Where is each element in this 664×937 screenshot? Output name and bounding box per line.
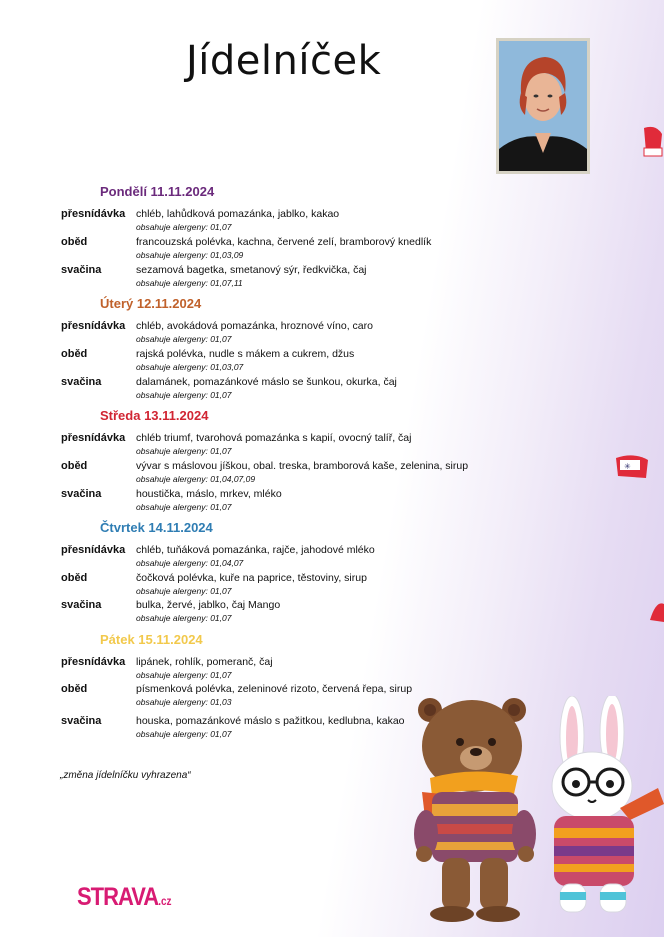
meal-dish: vývar s máslovou jíškou, obal. treska, bramborová kaše, zelenina, sirup <box>136 460 469 472</box>
meal-dish: francouzská polévka, kachna, červené zelí, bramborový knedlík <box>136 236 432 248</box>
meal-dish: rajská polévka, nudle s mákem a cukrem, džus <box>136 348 355 360</box>
meal-type: oběd <box>61 348 88 360</box>
meal-type: přesnídávka <box>61 544 126 556</box>
meal-allergens: obsahuje alergeny: 01,07 <box>136 446 232 456</box>
meal-allergens: obsahuje alergeny: 01,03,09 <box>136 250 244 260</box>
mitten-icon <box>638 124 664 160</box>
meal-dish: chléb, avokádová pomazánka, hroznové víno, caro <box>136 320 373 332</box>
mitten-icon <box>648 600 664 626</box>
meal-type: oběd <box>61 460 88 472</box>
meal-row <box>61 544 621 572</box>
strava-logo <box>77 882 172 912</box>
meal-row <box>61 599 621 627</box>
page-title: Jídelníček <box>186 38 382 84</box>
meal-type: svačina <box>61 376 102 388</box>
meal-allergens: obsahuje alergeny: 01,07 <box>136 586 232 596</box>
meal-allergens: obsahuje alergeny: 01,03,07 <box>136 362 244 372</box>
day-heading-friday: Pátek 15.11.2024 <box>100 632 203 647</box>
meal-allergens: obsahuje alergeny: 01,07 <box>136 613 232 623</box>
meal-row <box>61 320 621 348</box>
meal-allergens: obsahuje alergeny: 01,07 <box>136 502 232 512</box>
meal-type: svačina <box>61 488 102 500</box>
meal-allergens: obsahuje alergeny: 01,07,11 <box>136 278 243 288</box>
meal-dish: lipánek, rohlík, pomeranč, čaj <box>136 656 273 668</box>
meal-type: přesnídávka <box>61 656 126 668</box>
meal-row <box>61 572 621 600</box>
menu-change-note: „změna jídelníčku vyhrazena“ <box>60 770 191 781</box>
meal-allergens: obsahuje alergeny: 01,04,07 <box>136 558 244 568</box>
meal-dish: houska, pomazánkové máslo s pažitkou, kedlubna, kakao <box>136 715 405 727</box>
meal-row <box>61 432 621 460</box>
meal-row <box>61 376 621 404</box>
meal-dish: chléb triumf, tvarohová pomazánka s kapií, ovocný talíř, čaj <box>136 432 412 444</box>
logo-suffix: .cz <box>158 895 172 909</box>
meal-type: přesnídávka <box>61 432 126 444</box>
meal-allergens: obsahuje alergeny: 01,04,07,09 <box>136 474 256 484</box>
meal-allergens: obsahuje alergeny: 01,07 <box>136 334 232 344</box>
meal-type: oběd <box>61 236 88 248</box>
meal-allergens: obsahuje alergeny: 01,07 <box>136 222 232 232</box>
logo-main: STRAVA <box>77 882 159 911</box>
meal-row <box>61 488 621 516</box>
meal-type: přesnídávka <box>61 208 126 220</box>
day-heading-thursday: Čtvrtek 14.11.2024 <box>100 520 213 535</box>
day-heading-wednesday: Středa 13.11.2024 <box>100 408 209 423</box>
meal-row <box>61 460 621 488</box>
meal-dish: dalamánek, pomazánkové máslo se šunkou, okurka, čaj <box>136 376 397 388</box>
svg-text:✳: ✳ <box>624 462 631 471</box>
meal-type: oběd <box>61 572 88 584</box>
meal-allergens: obsahuje alergeny: 01,07 <box>136 670 232 680</box>
meal-dish: bulka, žervé, jablko, čaj Mango <box>136 599 281 611</box>
meal-row <box>61 348 621 376</box>
meal-row <box>61 208 621 236</box>
meal-row <box>61 264 621 292</box>
meal-type: svačina <box>61 264 102 276</box>
meal-type: oběd <box>61 683 88 695</box>
meal-dish: chléb, tuňáková pomazánka, rajče, jahodové mléko <box>136 544 375 556</box>
meal-dish: písmenková polévka, zeleninové rizoto, červená řepa, sirup <box>136 683 413 695</box>
day-heading-monday: Pondělí 11.11.2024 <box>100 184 215 199</box>
meal-row <box>61 236 621 264</box>
meal-type: svačina <box>61 599 102 611</box>
meal-dish: chléb, lahůdková pomazánka, jablko, kakao <box>136 208 340 220</box>
meal-dish: houstička, máslo, mrkev, mléko <box>136 488 282 500</box>
meal-type: svačina <box>61 715 102 727</box>
meal-allergens: obsahuje alergeny: 01,03 <box>136 697 232 707</box>
day-heading-tuesday: Úterý 12.11.2024 <box>100 296 202 311</box>
mitten-icon <box>612 452 652 482</box>
bear-illustration <box>402 694 548 924</box>
meal-allergens: obsahuje alergeny: 01,07 <box>136 729 232 739</box>
meal-dish: sezamová bagetka, smetanový sýr, ředkvička, čaj <box>136 264 367 276</box>
bunny-illustration <box>540 696 664 924</box>
meal-row <box>61 656 621 684</box>
meal-allergens: obsahuje alergeny: 01,07 <box>136 390 232 400</box>
portrait-photo <box>496 38 590 174</box>
meal-type: přesnídávka <box>61 320 126 332</box>
meal-dish: čočková polévka, kuře na paprice, těstoviny, sirup <box>136 572 367 584</box>
